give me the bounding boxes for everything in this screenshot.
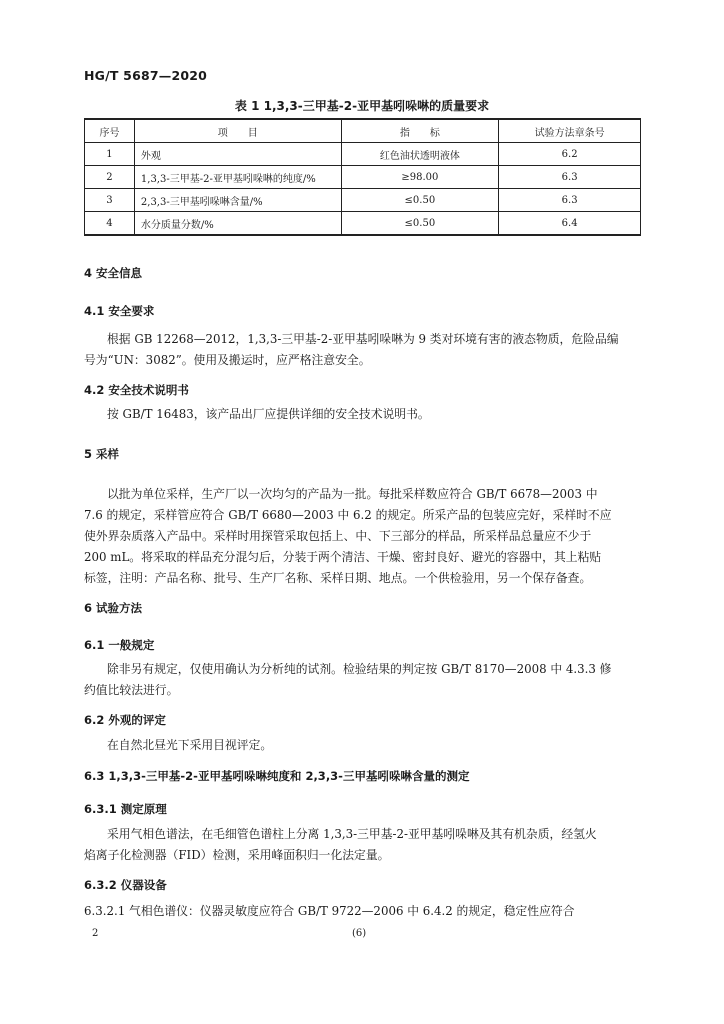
- text-line: 6.3.2.1 气相色谱仪：仪器灵敏度应符合 GB/T 9722—2006 中 6.4.2 的规定，稳定性应符合: [84, 904, 575, 918]
- text-line: 号为“UN：3082”。使用及搬运时，应严格注意安全。: [84, 353, 371, 367]
- sheet-number: (6): [352, 928, 367, 939]
- table-row: [85, 212, 641, 236]
- table-cell: ≤0.50: [341, 212, 499, 236]
- text-line: 标签，注明：产品名称、批号、生产厂名称、采样日期、地点。一个供检验用，另一个保存备查。: [84, 571, 592, 585]
- table-cell: 1: [85, 143, 135, 166]
- column-header: 指 标: [341, 119, 499, 143]
- section-6-heading: 6 试验方法: [84, 601, 143, 615]
- column-header: 试验方法章条号: [499, 119, 641, 143]
- table-row: [85, 189, 641, 212]
- table-cell: 6.3: [499, 166, 641, 189]
- table-cell: 水分质量分数/%: [134, 212, 341, 236]
- section-4-1-heading: 4.1 安全要求: [84, 304, 155, 318]
- section-6-2-heading: 6.2 外观的评定: [84, 713, 166, 727]
- table-cell: 6.4: [499, 212, 641, 236]
- section-6-3-1-body: [84, 824, 641, 866]
- section-6-3-heading: 6.3 1,3,3-三甲基-2-亚甲基吲哚啉纯度和 2,3,3-三甲基吲哚啉含量的测定: [84, 769, 470, 783]
- text-line: 根据 GB 12268—2012，1,3,3-三甲基-2-亚甲基吲哚啉为 9 类对环境有害的液态物质，危险品编: [107, 332, 619, 346]
- text-line: 以批为单位采样，生产厂以一次均匀的产品为一批。每批采样数应符合 GB/T 6678—2003 中: [107, 487, 598, 501]
- table-row: [85, 166, 641, 189]
- page-number: 2: [92, 928, 99, 939]
- table-cell: 1,3,3-三甲基-2-亚甲基吲哚啉的纯度/%: [134, 166, 341, 189]
- table-cell: ≥98.00: [341, 166, 499, 189]
- section-4-heading: 4 安全信息: [84, 266, 143, 280]
- table-cell: ≤0.50: [341, 189, 499, 212]
- section-5-body: [84, 484, 641, 589]
- column-header: 序号: [85, 119, 135, 143]
- column-header: 项 目: [134, 119, 341, 143]
- table-cell: 红色油状透明液体: [341, 143, 499, 166]
- table-header-row: [85, 119, 641, 143]
- text-line: 焰离子化检测器（FID）检测，采用峰面积归一化法定量。: [84, 848, 390, 862]
- text-line: 使外界杂质落入产品中。采样时用探管采取包括上、中、下三部分的样品，所采样品总量应不少于: [84, 529, 592, 543]
- text-line: 200 mL。将采取的样品充分混匀后，分装于两个清洁、干燥、密封良好、避光的容器中，其上粘贴: [84, 550, 602, 564]
- table-cell: 6.2: [499, 143, 641, 166]
- section-4-2-body: [84, 404, 641, 425]
- text-line: 约值比较法进行。: [84, 683, 179, 697]
- text-line: 7.6 的规定，采样管应符合 GB/T 6680—2003 中 6.2 的规定。所采产品的包装应完好，采样时不应: [84, 508, 612, 522]
- section-6-2-body: [84, 735, 641, 756]
- table-cell: 2: [85, 166, 135, 189]
- table-cell: 6.3: [499, 189, 641, 212]
- section-6-3-2-heading: 6.3.2 仪器设备: [84, 878, 167, 892]
- quality-requirements-table: [84, 118, 641, 236]
- section-4-1-body: [84, 329, 641, 371]
- text-line: 按 GB/T 16483，该产品出厂应提供详细的安全技术说明书。: [107, 407, 430, 421]
- table-cell: 4: [85, 212, 135, 236]
- table-cell: 外观: [134, 143, 341, 166]
- text-line: 采用气相色谱法，在毛细管色谱柱上分离 1,3,3-三甲基-2-亚甲基吲哚啉及其有机杂质，经氢火: [107, 827, 597, 841]
- table-caption: 表 1 1,3,3-三甲基-2-亚甲基吲哚啉的质量要求: [234, 99, 490, 113]
- table-cell: 2,3,3-三甲基吲哚啉含量/%: [134, 189, 341, 212]
- section-6-3-1-heading: 6.3.1 测定原理: [84, 802, 167, 816]
- section-6-1-body: [84, 659, 641, 701]
- table-cell: 3: [85, 189, 135, 212]
- section-4-2-heading: 4.2 安全技术说明书: [84, 383, 189, 397]
- standard-number: HG/T 5687—2020: [84, 68, 208, 83]
- section-6-3-2-1-body: [84, 901, 641, 922]
- section-5-heading: 5 采样: [84, 447, 120, 461]
- text-line: 在自然北昼光下采用目视评定。: [107, 738, 273, 752]
- section-6-1-heading: 6.1 一般规定: [84, 638, 155, 652]
- table-row: [85, 143, 641, 166]
- text-line: 除非另有规定，仅使用确认为分析纯的试剂。检验结果的判定按 GB/T 8170—2008 中 4.3.3 修: [107, 662, 612, 676]
